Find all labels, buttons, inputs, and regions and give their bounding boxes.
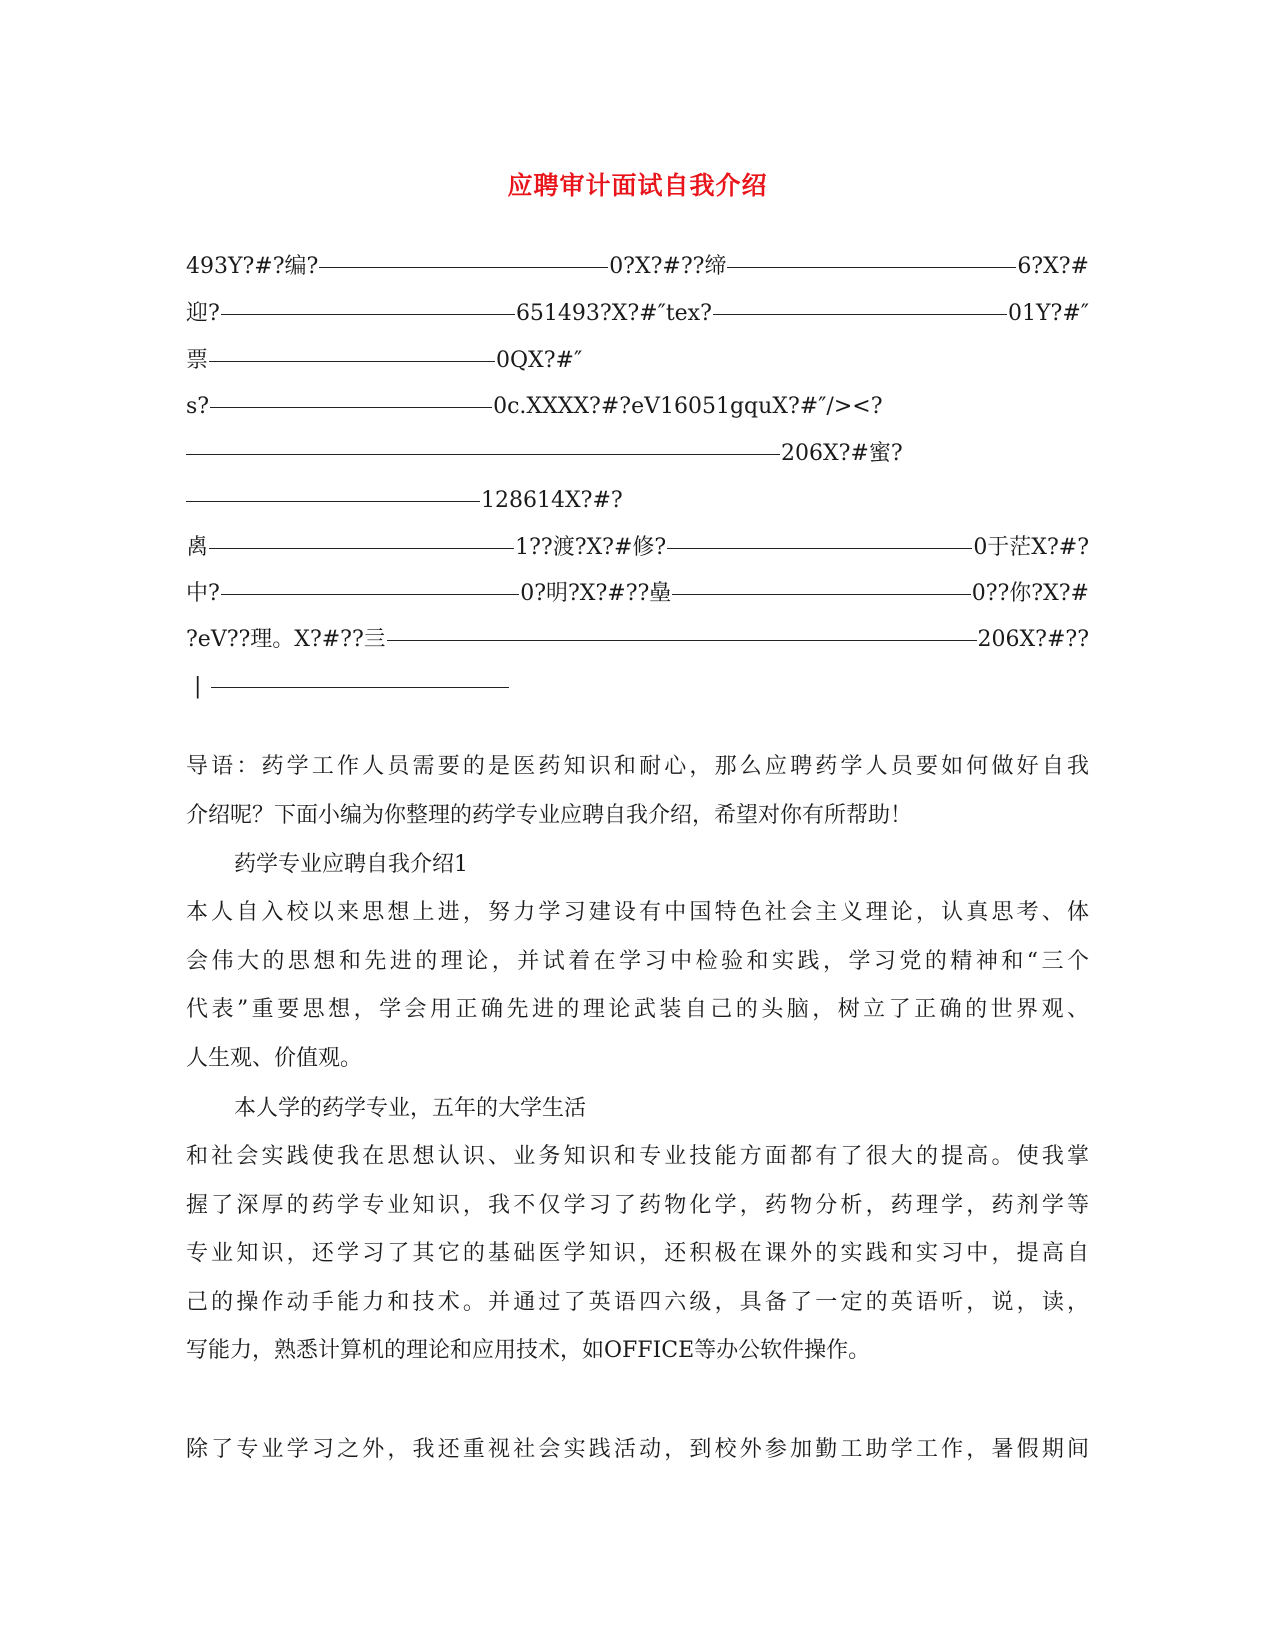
section-heading — [186, 841, 1137, 890]
garbled-text: ?eV??理。X?#??亖 — [186, 627, 386, 652]
leader-rule — [713, 314, 1007, 315]
text-line: 药学专业应聘自我介绍1 — [234, 852, 468, 877]
garbled-line — [186, 345, 1089, 377]
garbled-text: s? — [186, 394, 210, 419]
garbled-text: 1??渡?X?#修? — [515, 535, 667, 560]
text-line: 除了专业学习之外，我还重视社会实践活动，到校外参加勤工助学工作，暑假期间 — [186, 1437, 1089, 1462]
paragraph-2-lead — [186, 1085, 1137, 1134]
text-line: 人生观、价值观。 — [186, 1045, 363, 1071]
leader-rule — [209, 361, 495, 362]
text-line: 专业知识，还学习了其它的基础医学知识，还积极在课外的实践和实习中，提高自 — [186, 1241, 1089, 1267]
text-line: 本人学的药学专业，五年的大学生活 — [234, 1096, 587, 1121]
text-line: 会伟大的思想和先进的理论，并试着在学习中检验和实践，学习党的精神和“三个 — [186, 948, 1089, 974]
garbled-text: 禼 — [186, 535, 209, 560]
text-line: 写能力，熟悉计算机的理论和应用技术，如OFFICE等办公软件操作。 — [186, 1338, 871, 1364]
garbled-text: 0??你?X?# — [971, 581, 1089, 606]
garbled-text: | — [194, 674, 202, 699]
garbled-line — [186, 671, 1089, 703]
garbled-text: 0?明?X?#??皨 — [520, 581, 672, 606]
garbled-line — [186, 485, 1089, 517]
garbled-text: 中? — [186, 581, 220, 606]
leader-rule — [221, 594, 519, 595]
paragraph-2 — [186, 1133, 1089, 1376]
paragraph-1 — [186, 889, 1089, 1083]
text-line: 握了深厚的药学专业知识，我不仅学习了药物化学，药物分析，药理学，药剂学等 — [186, 1192, 1089, 1218]
garbled-line — [186, 578, 1089, 610]
leader-rule — [667, 548, 972, 549]
leader-rule — [186, 501, 480, 502]
garbled-text: 6?X?# — [1017, 254, 1089, 279]
leader-rule — [221, 314, 515, 315]
text-line: 代表”重要思想，学会用正确先进的理论武装自己的头脑，树立了正确的世界观、 — [186, 997, 1089, 1023]
garbled-line — [186, 438, 1089, 470]
leader-rule — [210, 407, 492, 408]
leader-rule — [211, 687, 509, 688]
garbled-line — [186, 624, 1089, 656]
garbled-text: 0于茫X?#? — [973, 535, 1089, 560]
garbled-text: 493Y?#?编? — [186, 254, 319, 279]
garbled-text: 0?X?#??缔 — [609, 254, 727, 279]
leader-rule — [672, 594, 970, 595]
garbled-line — [186, 391, 1089, 423]
leader-rule — [186, 454, 780, 455]
text-line: 介绍呢？下面小编为你整理的药学专业应聘自我介绍，希望对你有所帮助！ — [186, 802, 913, 828]
intro-paragraph — [186, 743, 1089, 840]
text-line: 导语：药学工作人员需要的是医药知识和耐心，那么应聘药学人员要如何做好自我 — [186, 754, 1089, 779]
garbled-text: 206X?#蜜? — [781, 441, 903, 466]
garbled-text: 206X?#?? — [977, 627, 1089, 652]
garbled-text: 128614X?#? — [481, 488, 623, 513]
text-line: 本人自入校以来思想上进，努力学习建设有中国特色社会主义理论，认真思考、体 — [186, 900, 1089, 925]
garbled-line — [186, 298, 1089, 330]
document-title: 应聘审计面试自我介绍 — [507, 171, 768, 200]
garbled-text: 651493?X?#″tex? — [515, 301, 712, 326]
text-line: 己的操作动手能力和技术。并通过了英语四六级，具备了一定的英语听，说，读， — [186, 1289, 1089, 1315]
garbled-line — [186, 532, 1089, 564]
paragraph-3 — [186, 1426, 1089, 1475]
leader-rule — [209, 548, 514, 549]
leader-rule — [727, 267, 1016, 268]
garbled-text: 0c.XXXX?#?eV16051gquX?#″/><? — [493, 394, 883, 419]
garbled-text: 迎? — [186, 301, 220, 326]
garbled-text: 0QX?#″ — [496, 348, 583, 373]
leader-rule — [387, 640, 977, 641]
garbled-line — [186, 251, 1089, 283]
garbled-text: 票 — [186, 348, 209, 373]
garbled-text: 01Y?#″ — [1008, 301, 1089, 326]
leader-rule — [319, 267, 608, 268]
text-line: 和社会实践使我在思想认识、业务知识和专业技能方面都有了很大的提高。使我掌 — [186, 1144, 1089, 1169]
